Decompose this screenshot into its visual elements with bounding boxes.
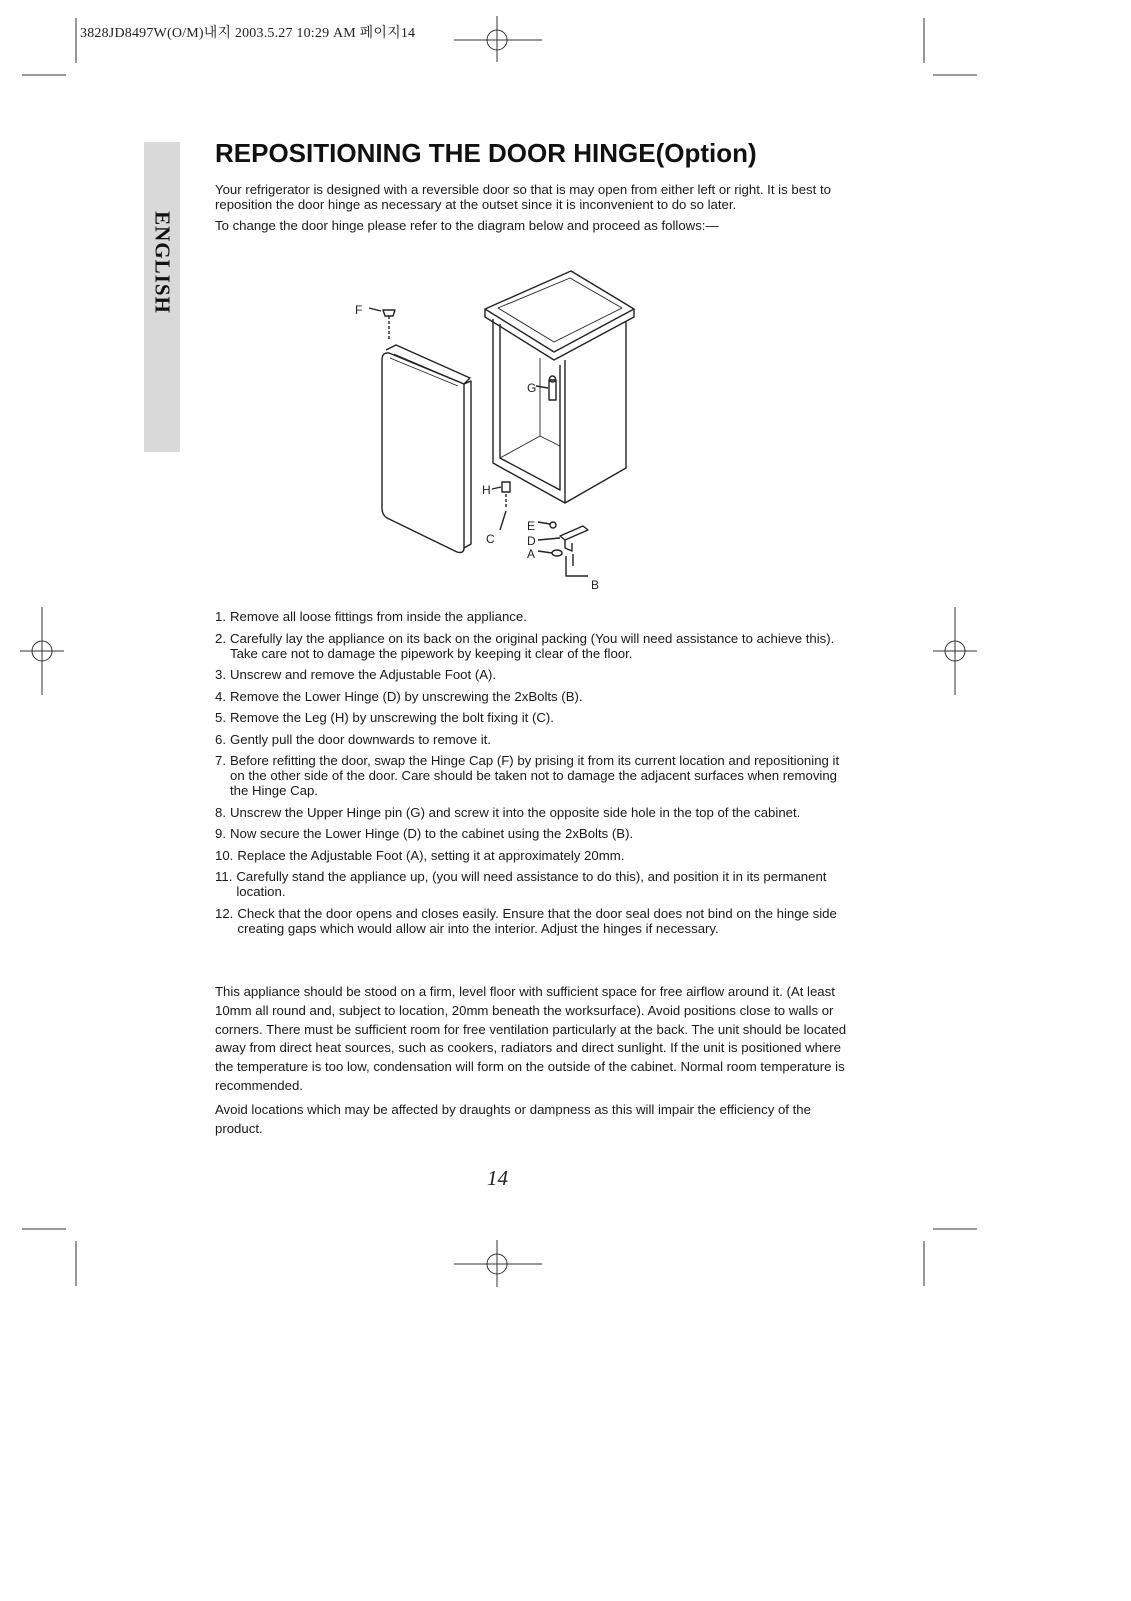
language-tab	[144, 142, 180, 452]
intro-paragraph-2: To change the door hinge please refer to the diagram below and proceed as follows:—	[215, 218, 719, 233]
page-number: 14	[487, 1166, 508, 1190]
list-item: 2. Carefully lay the appliance on its back on the original packing (You will need assistance to achieve this). Take care not to damage the pipework by keeping it clear of the floor.	[215, 630, 835, 661]
list-item: 12. Check that the door opens and closes easily. Ensure that the door seal does not bind on the hinge side creating gaps which would allow air into the interior. Adjust the hinges if necessary.	[215, 905, 837, 936]
label-f: F	[355, 303, 363, 317]
list-item: 6. Gently pull the door downwards to remove it.	[215, 731, 491, 747]
list-item: 5. Remove the Leg (H) by unscrewing the bolt fixing it (C).	[215, 710, 554, 725]
label-g: G	[527, 381, 537, 395]
list-item: 1. Remove all loose fittings from inside the appliance.	[215, 609, 527, 624]
language-tab-label: ENGLISH	[150, 211, 175, 314]
instruction-steps	[215, 609, 855, 942]
print-info: 3828JD8497W(O/M)내지 2003.5.27 10:29 AM 페이지14	[80, 26, 416, 41]
label-d: D	[527, 534, 536, 548]
bolt-e	[550, 522, 556, 528]
label-b: B	[591, 578, 600, 592]
cabinet-top	[485, 271, 634, 352]
list-item: 10. Replace the Adjustable Foot (A), setting it at approximately 20mm.	[215, 847, 625, 863]
label-a: A	[527, 547, 536, 561]
label-h: H	[482, 483, 491, 497]
list-item: 11. Carefully stand the appliance up, (you will need assistance to do this), and position it in its permanent location.	[215, 869, 827, 899]
adjustable-foot-a	[552, 550, 562, 556]
hinge-cap-f	[383, 310, 395, 316]
list-item: 4. Remove the Lower Hinge (D) by unscrewing the 2xBolts (B).	[215, 688, 583, 704]
label-e: E	[527, 519, 536, 533]
door-panel	[382, 353, 464, 553]
list-item: 8. Unscrew the Upper Hinge pin (G) and screw it into the opposite side hole in the top of the cabinet.	[215, 804, 801, 820]
location-paragraph: Avoid locations which may be affected by draughts or dampness as this will impair the efficiency of the product.	[215, 1102, 811, 1136]
intro-text	[215, 182, 855, 239]
leg-h	[502, 482, 510, 492]
door-hinge-diagram	[340, 268, 660, 598]
list-item: 3. Unscrew and remove the Adjustable Foot (A).	[215, 667, 497, 682]
label-c: C	[486, 532, 495, 546]
intro-paragraph-1: Your refrigerator is designed with a reversible door so that is may open from either left or right. It is best to reposition the door hinge as necessary at the outset since it is inconvenient to do so later.	[215, 182, 831, 212]
list-item: 7. Before refitting the door, swap the Hinge Cap (F) by prising it from its current location and repositioning it on the other side of the door. Care should be taken not to damage the adjacent surfaces when removing the Hinge Cap.	[215, 753, 840, 798]
list-item: 9. Now secure the Lower Hinge (D) to the cabinet using the 2xBolts (B).	[215, 826, 634, 841]
page-title: REPOSITIONING THE DOOR HINGE(Option)	[215, 138, 757, 168]
lower-hinge-d	[560, 526, 588, 540]
upper-hinge-pin-g	[549, 380, 556, 400]
placement-paragraph: This appliance should be stood on a firm, level floor with sufficient space for free airflow around it. (At least 10mm all round and, subject to location, 20mm beneath the worksurface). Avoid positions close to walls or corners. There must be sufficient room for free ventilation particularly at the back. The unit should be located away from direct heat sources, such as cookers, radiators and direct sunlight. If the unit is positioned where the temperature is too low, condensation will form on the outside of the cabinet. Normal room temperature is recommended.	[215, 984, 847, 1093]
